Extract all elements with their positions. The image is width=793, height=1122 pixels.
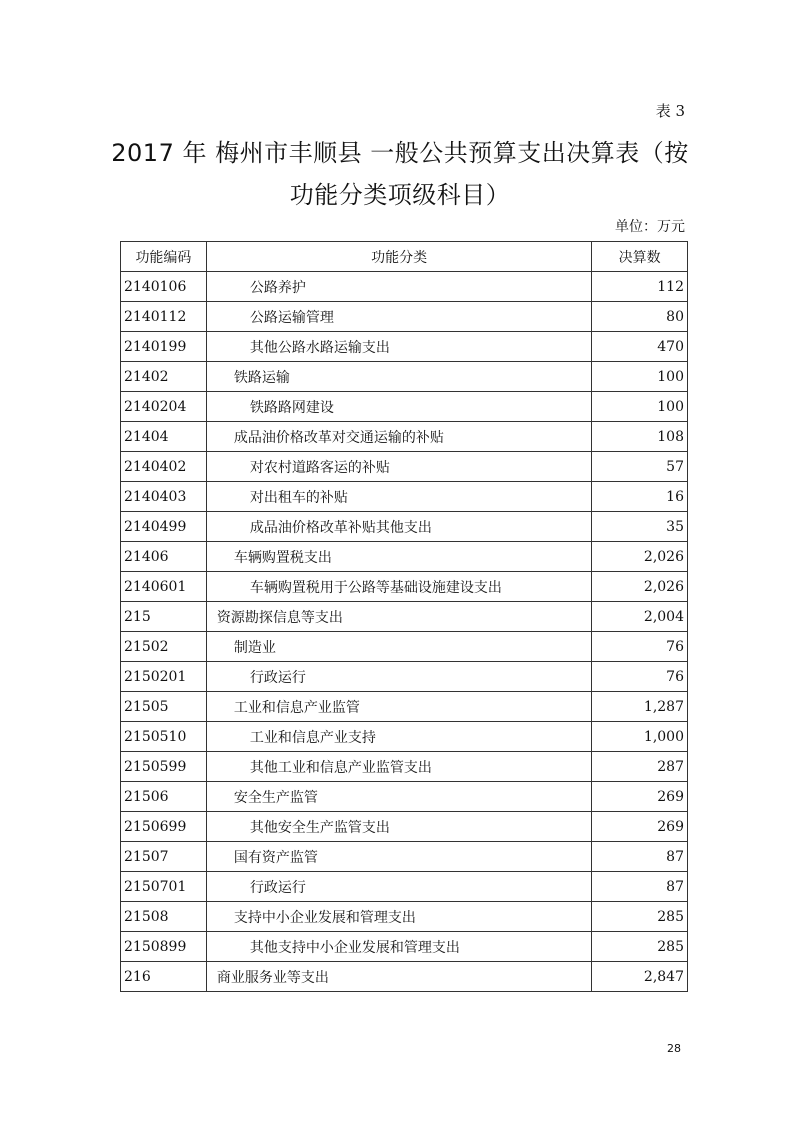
table-row [121,842,688,872]
page-number: 28 [667,1042,681,1055]
header-amount: 决算数 [592,242,688,272]
row-code: 2150599 [121,752,207,782]
table-row [121,692,688,722]
row-name: 国有资产监管 [206,842,591,872]
row-amount: 112 [592,272,688,302]
row-code: 2140106 [121,272,207,302]
title-line-2: 功能分类项级科目） [289,181,511,209]
row-amount: 287 [592,752,688,782]
row-amount: 57 [592,452,688,482]
row-amount: 76 [592,662,688,692]
row-amount: 16 [592,482,688,512]
row-amount: 470 [592,332,688,362]
row-name: 其他工业和信息产业监管支出 [206,752,591,782]
row-code: 216 [121,962,207,992]
table-row [121,422,688,452]
row-amount: 100 [592,362,688,392]
row-name: 铁路路网建设 [206,392,591,422]
row-amount: 87 [592,872,688,902]
table-body [121,272,688,992]
row-code: 21505 [121,692,207,722]
header-row [121,242,688,272]
row-amount: 35 [592,512,688,542]
table-row [121,602,688,632]
row-code: 21502 [121,632,207,662]
row-code: 21402 [121,362,207,392]
row-amount: 108 [592,422,688,452]
table-row [121,542,688,572]
table-row [121,572,688,602]
table-row [121,932,688,962]
row-name: 其他安全生产监管支出 [206,812,591,842]
row-name: 行政运行 [206,872,591,902]
row-amount: 1,287 [592,692,688,722]
row-code: 21508 [121,902,207,932]
table-row [121,632,688,662]
table-row [121,302,688,332]
table-row [121,512,688,542]
row-name: 其他支持中小企业发展和管理支出 [206,932,591,962]
table-row [121,962,688,992]
row-name: 对农村道路客运的补贴 [206,452,591,482]
row-amount: 1,000 [592,722,688,752]
table-row [121,752,688,782]
header-name: 功能分类 [206,242,591,272]
row-amount: 269 [592,782,688,812]
row-amount: 76 [592,632,688,662]
table-row [121,452,688,482]
table-row [121,392,688,422]
document-title [100,132,700,216]
row-code: 2140204 [121,392,207,422]
row-amount: 80 [592,302,688,332]
row-code: 2140601 [121,572,207,602]
table-row [121,872,688,902]
row-name: 公路运输管理 [206,302,591,332]
unit-label: 单位：万元 [615,219,685,235]
row-code: 21406 [121,542,207,572]
row-amount: 2,004 [592,602,688,632]
header-code: 功能编码 [121,242,207,272]
row-code: 2140112 [121,302,207,332]
row-code: 21507 [121,842,207,872]
row-amount: 2,847 [592,962,688,992]
row-code: 21506 [121,782,207,812]
row-name: 行政运行 [206,662,591,692]
budget-table [120,241,688,992]
row-code: 2150899 [121,932,207,962]
row-name: 工业和信息产业支持 [206,722,591,752]
row-code: 2150699 [121,812,207,842]
row-code: 2150201 [121,662,207,692]
row-name: 工业和信息产业监管 [206,692,591,722]
row-amount: 100 [592,392,688,422]
table-row [121,362,688,392]
row-name: 车辆购置税支出 [206,542,591,572]
row-amount: 2,026 [592,542,688,572]
table-row [121,272,688,302]
row-code: 2140402 [121,452,207,482]
row-name: 铁路运输 [206,362,591,392]
row-name: 资源勘探信息等支出 [206,602,591,632]
row-code: 2140499 [121,512,207,542]
row-name: 其他公路水路运输支出 [206,332,591,362]
row-name: 公路养护 [206,272,591,302]
row-name: 对出租车的补贴 [206,482,591,512]
row-name: 成品油价格改革补贴其他支出 [206,512,591,542]
row-name: 成品油价格改革对交通运输的补贴 [206,422,591,452]
table-row [121,812,688,842]
table-row [121,782,688,812]
row-code: 215 [121,602,207,632]
row-name: 商业服务业等支出 [206,962,591,992]
row-name: 支持中小企业发展和管理支出 [206,902,591,932]
table-row [121,722,688,752]
title-line-1: 2017 年 梅州市丰顺县 一般公共预算支出决算表（按 [111,139,689,167]
table-row [121,332,688,362]
row-amount: 87 [592,842,688,872]
row-name: 制造业 [206,632,591,662]
row-amount: 269 [592,812,688,842]
row-code: 2140199 [121,332,207,362]
table-row [121,902,688,932]
row-code: 2150701 [121,872,207,902]
row-name: 车辆购置税用于公路等基础设施建设支出 [206,572,591,602]
row-code: 21404 [121,422,207,452]
row-amount: 285 [592,902,688,932]
row-amount: 285 [592,932,688,962]
row-name: 安全生产监管 [206,782,591,812]
table-row [121,482,688,512]
table-label: 表 3 [655,102,685,120]
row-code: 2150510 [121,722,207,752]
row-code: 2140403 [121,482,207,512]
table-row [121,662,688,692]
row-amount: 2,026 [592,572,688,602]
